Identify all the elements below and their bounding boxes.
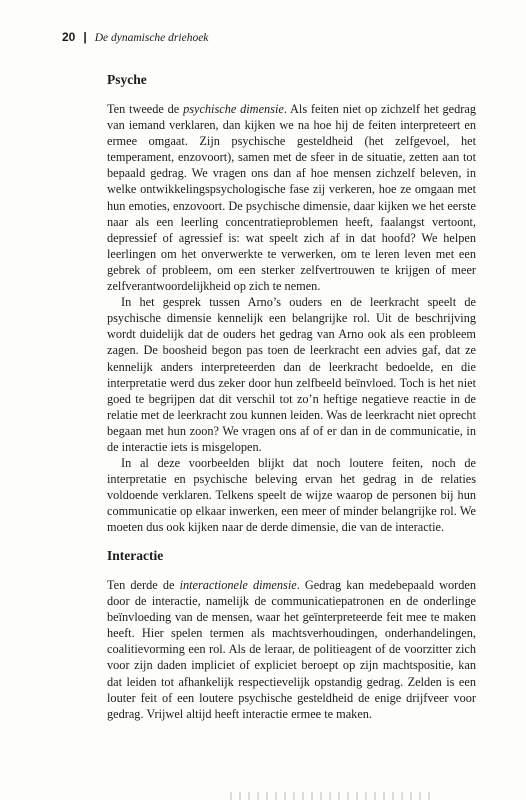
paragraph-text: Ten derde de: [107, 578, 180, 592]
paragraph-text: . Gedrag kan medebepaald worden door de interactie, namelijk de communicatiepatronen en de onderlinge beïnvloeding van de mensen, waar het geïnterpreteerde feit mee te maken heeft. Hier spelen termen als machtsverhoudingen, onderhandelingen, coalitievorming een rol. Als de leraar, de politieagent of de voorzitter zich voor zijn daden impliciet of expliciet beroept op zijn machtspositie, kan dat leiden tot afhankelijk respectievelijk opstandig gedrag. Zelden is een louter feit of een loutere psychische gesteldheid de enige drijfveer voor gedrag. Vrijwel altijd heeft interactie ermee te maken.: [107, 578, 476, 721]
header-separator: |: [83, 30, 87, 44]
paragraph: In al deze voorbeelden blijkt dat noch loutere feiten, noch de interpretatie en psychische beleving ervan het gedrag in de relaties voldoende verklaren. Telkens speelt de wijze waarop de personen bij hun communicatie op elkaar inwerken, een meer of minder belangrijke rol. We moeten dus ook kijken naar de derde dimensie, die van de interactie.: [107, 456, 476, 535]
section-body-psyche: [107, 101, 476, 536]
paragraph: [107, 577, 476, 722]
paragraph-text: Ten tweede de: [107, 102, 184, 116]
emphasized-term: interactionele dimensie: [179, 578, 297, 592]
paragraph: In het gesprek tussen Arno’s ouders en de leerkracht speelt de psychische dimensie kennelijk een belangrijke rol. Uit de beschrijving wordt duidelijk dat de ouders het gedrag van Arno ook als een probleem zagen. De boosheid begon pas toen de leerkracht een advies gaf, dat ze kennelijk anders interpreteerden dan de leerkracht bedoelde, en die interpretatie werd dus zeker door hun zelfbeeld beïnvloed. Toch is het niet goed te begrijpen dat dit verschil tot zo’n heftige negatieve reactie in de relatie met de leerkracht zou kunnen leiden. Was de leerkracht niet oprecht begaan met hun zoon? We vragen ons af of er dan in de communicatie, in de interactie iets is misgelopen.: [107, 295, 476, 454]
running-title: De dynamische driehoek: [94, 32, 209, 44]
section-body-interactie: [107, 577, 476, 722]
paragraph: [107, 101, 476, 294]
page-number: 20: [62, 30, 76, 44]
running-header: [62, 30, 208, 45]
paragraph-text: . Als feiten niet op zichzelf het gedrag van iemand verklaren, dan kijken we na hoe hij de feiten interpreteert en ermee omgaat. Zijn psychische gesteldheid (het zelfgevoel, het temperament, enzovoort), samen met de sfeer in de situatie, zetten aan tot bepaald gedrag. We vragen ons dan af hoe mensen zichzelf beleven, in welke ontwikkelingspsychologische fase zij verkeren, hoe ze omgaan met hun emoties, enzovoort. De psychische dimensie, daar kijken we het eerste naar als een leerling concentratieproblemen heeft, faalangst vertoont, depressief of agressief is: wat speelt zich af in dat hoofd? We helpen leerlingen om het onverwerkte te verwerken, om te leren leven met een gebrek of probleem, om een sterker zelfvertrouwen te krijgen of meer zelfverantwoordelijkheid op zich te nemen.: [107, 102, 476, 294]
section-heading-psyche: Psyche: [107, 72, 147, 87]
section-heading-interactie: Interactie: [107, 548, 164, 563]
emphasized-term: psychische dimensie: [183, 102, 284, 116]
scan-artifact: [230, 792, 430, 800]
